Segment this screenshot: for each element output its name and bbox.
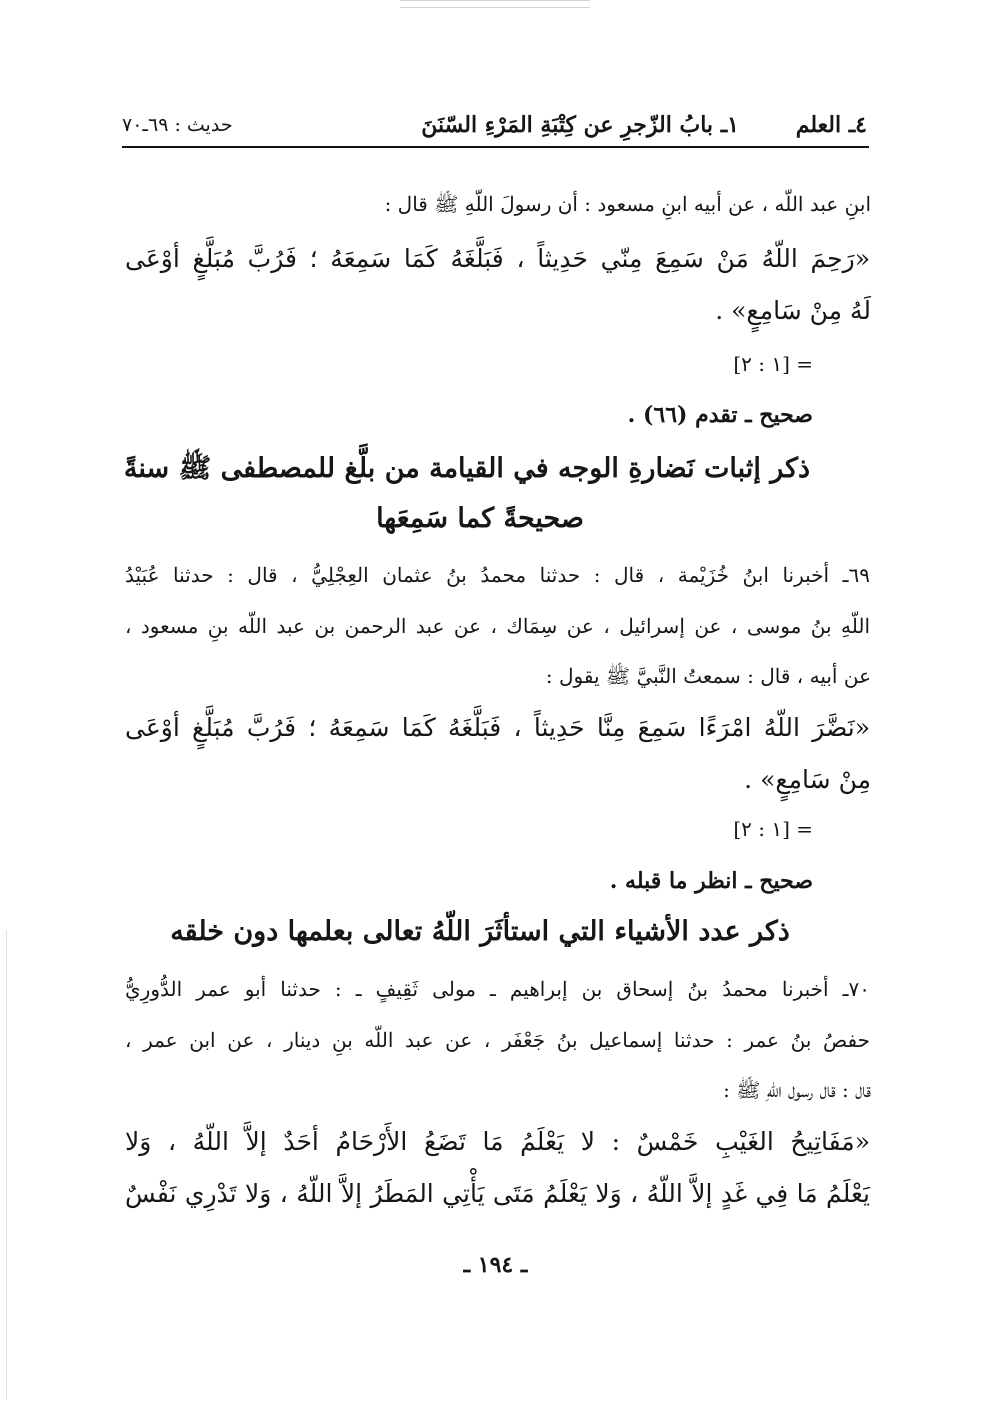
page-number: ـ ١٩٤ ـ bbox=[463, 1252, 528, 1278]
section-title-2: ذكر عدد الأشياء التي استأثَرَ اللّهُ تعالى بعلمها دون خلقه bbox=[170, 916, 790, 947]
section-title-1-line1: ذكر إثبات نَضارةِ الوجه في القيامة من بلَّغ للمصطفى ﷺ سنةً bbox=[123, 453, 810, 484]
p1-quote-line1: «رَحِمَ اللّهُ مَنْ سَمِعَ مِنّي حَدِيثاً ، فَبَلَّغَهُ كَمَا سَمِعَهُ ؛ فَرُبَّ مُبَلَّغٍ أوْعَى bbox=[125, 244, 870, 273]
hadith-69-grading: صحيح ـ انظر ما قبله . bbox=[609, 868, 813, 894]
hadith-70-quote-line2: يَعْلَمُ مَا فِي غَدٍ إلاَّ اللّهُ ، وَلا يَعْلَمُ مَتَى يَأْتِي المَطَرُ إلاَّ اللّهُ ، وَلا تَدْرِي نَفْسٌ bbox=[125, 1179, 870, 1208]
header-section: ١ـ بابُ الزّجرِ عن كِتْبَةِ المَرْءِ السّنَنَ bbox=[421, 112, 739, 138]
hadith-70-quote-line1: «مَفَاتِيحُ الغَيْبِ خَمْسٌ : لا يَعْلَمُ مَا تَضَعُ الأَرْحَامُ أحَدٌ إلاَّ اللّهُ ، وَلا bbox=[125, 1127, 870, 1156]
page-edge-line bbox=[6, 930, 7, 1400]
hadith-69-line3: عن أبيه ، قال : سمعتُ النَّبيَّ ﷺ يقول : bbox=[545, 664, 871, 688]
header-chapter: ٤ـ العلم bbox=[795, 112, 867, 138]
section-title-1-line2: صحيحةً كما سَمِعَها bbox=[376, 503, 584, 534]
hadith-69-line2: اللّهِ بنُ موسى ، عن إسرائيل ، عن سِمَاك ، عن عبد الرحمن بن عبد اللّه بنِ مسعود ، bbox=[125, 614, 870, 638]
running-header bbox=[122, 108, 867, 148]
hadith-69-line1: ٦٩ـ أخبرنا ابنُ خُزَيْمة ، قال : حدثنا محمدُ بنُ عثمان العِجْلِيُّ ، قال : حدثنا عُبَيْدُ bbox=[125, 563, 870, 587]
hadith-69-reference: = [١ : ٢] bbox=[733, 817, 813, 841]
hadith-70-line1: ٧٠ـ أخبرنا محمدُ بنُ إسحاق بن إبراهيم ـ مولى ثَقِيفٍ ـ : حدثنا أبو عمر الدُّورِيُّ bbox=[125, 977, 870, 1001]
hadith-70-line2: حفصُ بنُ عمر : حدثنا إسماعيل بنُ جَعْفَر ، عن عبد اللّه بنِ دينار ، عن ابن عمر ، bbox=[125, 1028, 870, 1052]
hadith-70-line3: قال : قال رسول اللّهِ ﷺ : bbox=[723, 1078, 871, 1102]
p1-reference: = [١ : ٢] bbox=[733, 352, 813, 376]
p1-line1: ابنِ عبد اللّه ، عن أبيه ابنِ مسعود : أن رسولَ اللّهِ ﷺ قال : bbox=[384, 192, 871, 216]
hadith-69-quote-line1: «نَضَّرَ اللّهُ امْرَءًا سَمِعَ مِنَّا حَدِيثاً ، فَبَلَّغَهُ كَمَا سَمِعَهُ ؛ فَرُبَّ مُبَلَّغٍ أوْعَى bbox=[125, 713, 870, 742]
p1-grading: صحيح ـ تقدم (٦٦) . bbox=[627, 402, 813, 428]
p1-quote-line2: لَهُ مِنْ سَامِعٍ» . bbox=[715, 296, 871, 325]
scan-artifact bbox=[400, 0, 590, 8]
hadith-69-quote-line2: مِنْ سَامِعٍ» . bbox=[744, 765, 871, 794]
header-hadith-range: حديث : ٦٩ـ٧٠ bbox=[122, 114, 233, 136]
header-divider bbox=[122, 146, 869, 148]
